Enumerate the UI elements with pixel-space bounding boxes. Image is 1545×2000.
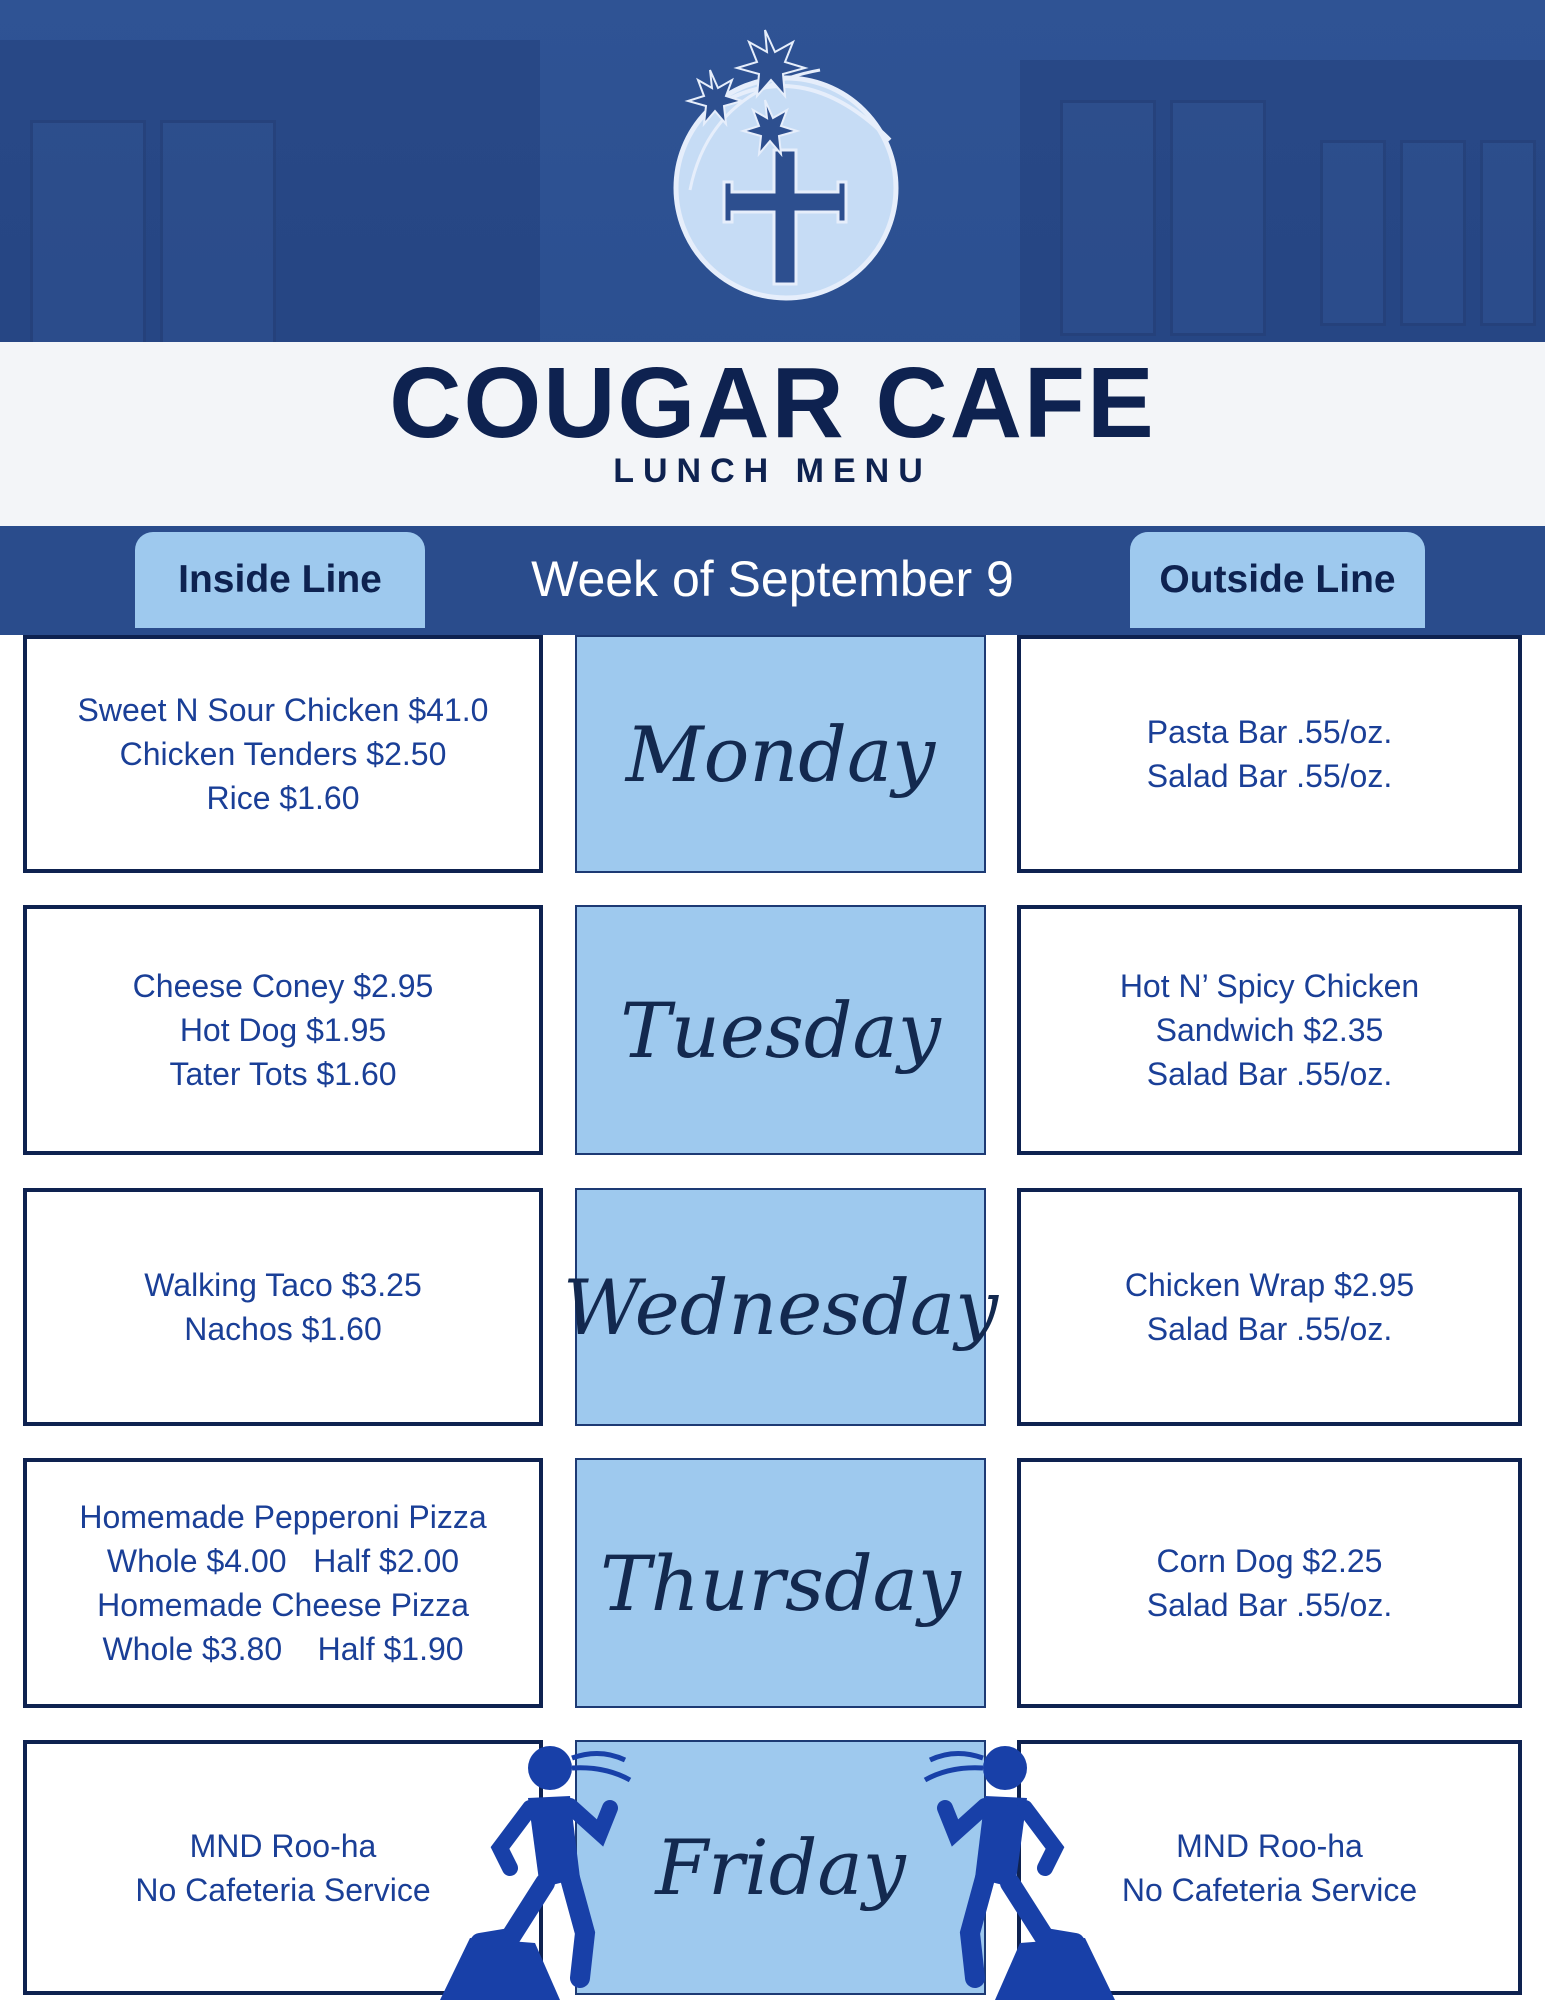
menu-item: Rice $1.60: [206, 780, 360, 816]
menu-list: [135, 1824, 430, 1912]
outside-cell-thursday: [1017, 1458, 1522, 1708]
menu-item: Homemade Cheese Pizza: [97, 1587, 469, 1623]
outside-cell-wednesday: [1017, 1188, 1522, 1426]
menu-item: Hot Dog $1.95: [179, 1012, 387, 1048]
day-wednesday: Wednesday: [575, 1188, 986, 1426]
inside-cell-thursday: [23, 1458, 543, 1708]
week-label: Week of September 9: [531, 551, 1014, 607]
outside-cell-tuesday: [1017, 905, 1522, 1155]
menu-item: No Cafeteria Service: [1121, 1871, 1418, 1908]
menu-list: [1147, 1539, 1392, 1627]
day-thursday: Thursday: [575, 1458, 986, 1708]
inside-cell-monday: [23, 635, 543, 873]
menu-item: Sweet N Sour Chicken $41.0: [77, 692, 489, 728]
menu-item: Salad Bar .55/oz.: [1146, 758, 1393, 794]
menu-item: Walking Taco $3.25: [144, 1267, 422, 1303]
menu-item: Hot N’ Spicy Chicken: [1119, 968, 1420, 1004]
menu-item: Pasta Bar .55/oz.: [1146, 714, 1393, 750]
tab-inside-line: Inside Line: [135, 532, 425, 628]
menu-item: Corn Dog $2.25: [1156, 1543, 1383, 1579]
menu-list: [133, 964, 434, 1096]
menu-item: MND Roo-ha: [189, 1827, 377, 1864]
window: [30, 120, 146, 346]
menu-list: [1120, 964, 1419, 1096]
page-title: COUGAR CAFE: [389, 347, 1156, 459]
window: [1480, 140, 1536, 326]
menu-list: [1125, 1263, 1414, 1351]
window: [160, 120, 276, 346]
outside-cell-monday: [1017, 635, 1522, 873]
menu-list: [144, 1263, 422, 1351]
cross-with-lilies-icon: [650, 10, 920, 310]
menu-list: [78, 688, 489, 820]
menu-item: Salad Bar .55/oz.: [1146, 1311, 1393, 1347]
menu-item: Sandwich $2.35: [1155, 1012, 1384, 1048]
menu-item: No Cafeteria Service: [135, 1871, 431, 1908]
menu-item: Chicken Tenders $2.50: [119, 736, 447, 772]
menu-list: [79, 1495, 486, 1671]
inside-cell-wednesday: [23, 1188, 543, 1426]
day-tuesday: Tuesday: [575, 905, 986, 1155]
window: [1320, 140, 1386, 326]
tab-outside-line: Outside Line: [1130, 532, 1425, 628]
menu-item: Salad Bar .55/oz.: [1146, 1587, 1393, 1623]
menu-list: [1122, 1824, 1417, 1912]
day-monday: Monday: [575, 635, 986, 873]
menu-item: Salad Bar .55/oz.: [1146, 1056, 1393, 1092]
menu-item: Tater Tots $1.60: [169, 1056, 397, 1092]
running-figure-icon: [885, 1738, 1115, 2000]
page-subtitle: LUNCH MENU: [613, 452, 932, 490]
window: [1060, 100, 1156, 336]
menu-item: Chicken Wrap $2.95: [1124, 1267, 1415, 1303]
menu-item: Whole $3.80 Half $1.90: [102, 1631, 464, 1667]
inside-cell-tuesday: [23, 905, 543, 1155]
window: [1170, 100, 1266, 336]
menu-item: Nachos $1.60: [184, 1311, 382, 1347]
menu-item: Cheese Coney $2.95: [132, 968, 434, 1004]
menu-item: MND Roo-ha: [1176, 1827, 1363, 1864]
window: [1400, 140, 1466, 326]
running-figure-icon: [440, 1738, 670, 2000]
menu-list: [1147, 710, 1392, 798]
menu-item: Homemade Pepperoni Pizza: [79, 1499, 487, 1535]
day-friday: Friday: [575, 1740, 986, 1995]
menu-item: Whole $4.00 Half $2.00: [106, 1543, 460, 1579]
